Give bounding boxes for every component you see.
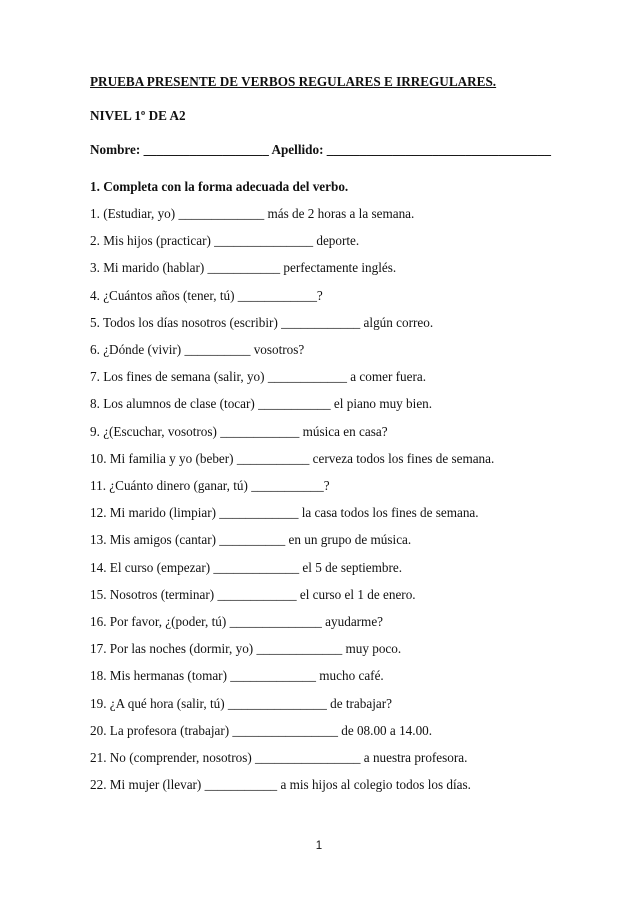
exercise-item: 5. Todos los días nosotros (escribir) ____________ algún correo. — [90, 314, 434, 330]
document-title: PRUEBA PRESENTE DE VERBOS REGULARES E IRREGULARES. — [90, 74, 497, 89]
exercise-item: 2. Mis hijos (practicar) _______________ deporte. — [90, 233, 360, 249]
exercise-item: 16. Por favor, ¿(poder, tú) ______________ ayudarme? — [90, 614, 384, 629]
exercise-item: 14. El curso (empezar) _____________ el 5 de septiembre. — [90, 559, 403, 575]
exercise-item: 3. Mi marido (hablar) ___________ perfectamente inglés. — [90, 260, 397, 276]
exercise-item: 9. ¿(Escuchar, vosotros) ____________ música en casa? — [90, 423, 388, 439]
exercise-item: 22. Mi mujer (llevar) ___________ a mis hijos al colegio todos los días. — [90, 777, 471, 793]
exercise-item: 18. Mis hermanas (tomar) _____________ mucho café. — [90, 668, 384, 684]
exercise-item: 10. Mi familia y yo (beber) ___________ cerveza todos los fines de semana. — [90, 450, 495, 466]
exercise-item: 8. Los alumnos de clase (tocar) ___________ el piano muy bien. — [90, 396, 433, 412]
exercise-item: 6. ¿Dónde (vivir) __________ vosotros? — [90, 342, 305, 357]
name-surname-line: Nombre: ___________________ Apellido: __________________________________ — [90, 142, 551, 157]
level-label: NIVEL 1º DE A2 — [90, 108, 186, 123]
exercise-heading: 1. Completa con la forma adecuada del verbo. — [90, 179, 349, 194]
exercise-item: 4. ¿Cuántos años (tener, tú) ____________? — [90, 287, 323, 303]
exercise-item: 21. No (comprender, nosotros) ________________ a nuestra profesora. — [90, 750, 468, 765]
exercise-item: 19. ¿A qué hora (salir, tú) _______________ de trabajar? — [90, 695, 392, 711]
exercise-item: 20. La profesora (trabajar) ________________ de 08.00 a 14.00. — [90, 722, 433, 738]
exercise-item: 12. Mi marido (limpiar) ____________ la casa todos los fines de semana. — [90, 505, 479, 521]
exercise-item: 7. Los fines de semana (salir, yo) ____________ a comer fuera. — [90, 369, 427, 385]
exercise-item: 17. Por las noches (dormir, yo) _____________ muy poco. — [90, 641, 402, 657]
exercise-item: 13. Mis amigos (cantar) __________ en un grupo de música. — [90, 532, 412, 548]
page-number: 1 — [315, 840, 323, 852]
exercise-item: 15. Nosotros (terminar) ____________ el curso el 1 de enero. — [90, 586, 416, 602]
exercise-item: 1. (Estudiar, yo) _____________ más de 2 horas a la semana. — [90, 206, 415, 221]
exercise-item: 11. ¿Cuánto dinero (ganar, tú) ___________? — [90, 478, 330, 493]
